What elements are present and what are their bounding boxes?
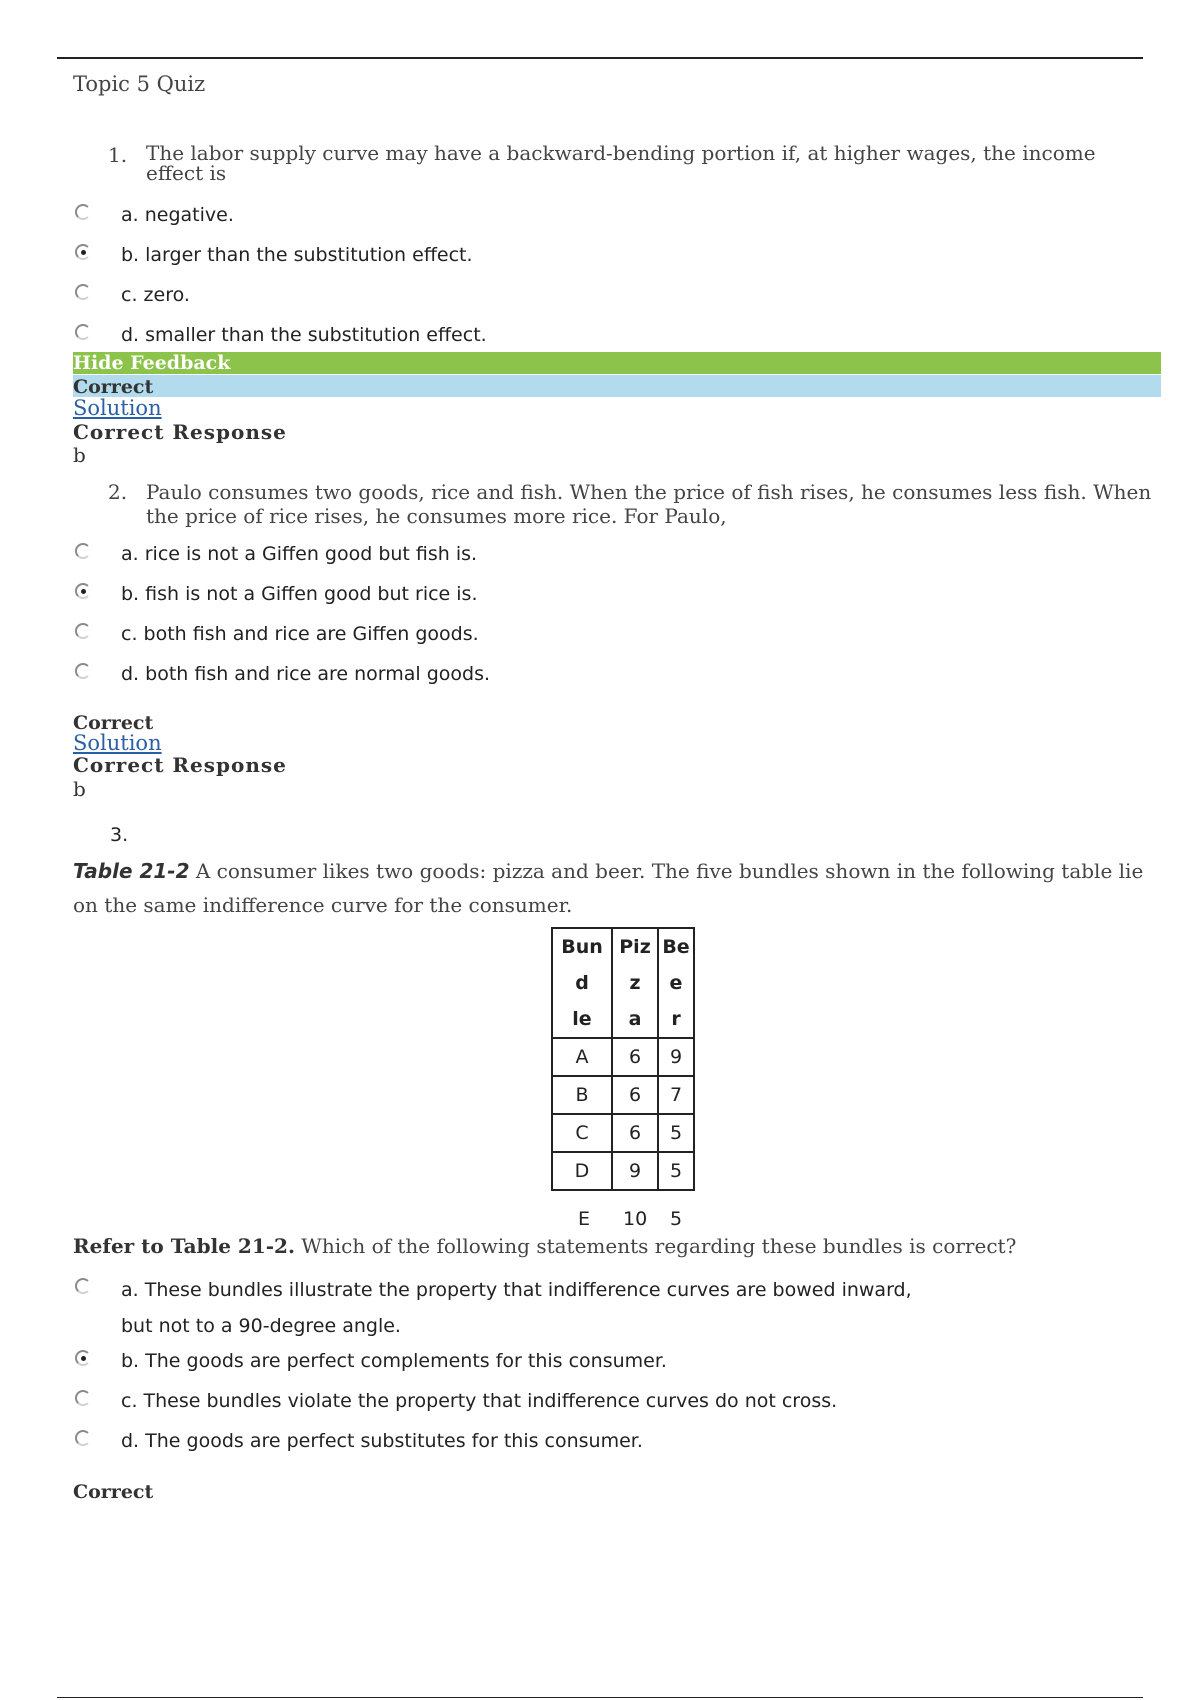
option-label: b. fish is not a Giffen good but rice is.	[121, 583, 478, 605]
table-row: D 9 5	[552, 1152, 694, 1190]
radio-icon[interactable]	[75, 1430, 91, 1446]
header-bundle: Bun d le	[552, 928, 612, 1038]
q1-solution-link[interactable]: Solution	[73, 396, 162, 420]
radio-selected-icon[interactable]	[75, 583, 91, 599]
table-row-e-bundle: E	[578, 1208, 591, 1230]
q1-feedback-status: Correct	[73, 376, 154, 398]
q2-option-c[interactable]	[75, 620, 479, 648]
q2-solution-link[interactable]: Solution	[73, 731, 162, 755]
q3-option-d[interactable]	[75, 1427, 643, 1455]
option-label: b. The goods are perfect complements for this consumer.	[121, 1350, 667, 1372]
top-rule	[57, 57, 1143, 59]
intro-text: A consumer likes two goods: pizza and beer. The five bundles shown in the following table lie on the same indifference curve for the consumer.	[73, 859, 1144, 917]
question-2-stem	[108, 480, 1156, 528]
radio-selected-icon[interactable]	[75, 244, 91, 260]
option-label: c. both fish and rice are Giffen goods.	[121, 623, 479, 645]
option-label: a. rice is not a Giffen good but fish is.	[121, 543, 478, 565]
q2-correct-response-value: b	[73, 777, 86, 801]
table-row: B 6 7	[552, 1076, 694, 1114]
page-title: Topic 5 Quiz	[73, 72, 206, 96]
q2-correct-response-label: Correct Response	[73, 753, 287, 777]
q3-feedback-status: Correct	[73, 1481, 154, 1503]
q1-correct-response-value: b	[73, 443, 86, 467]
option-label-continued: but not to a 90-degree angle.	[121, 1315, 401, 1337]
table-name: Table 21-2	[73, 859, 190, 883]
option-label: d. smaller than the substitution effect.	[121, 324, 487, 346]
q2-option-d[interactable]	[75, 660, 490, 688]
option-label: a. negative.	[121, 204, 234, 226]
table-row-e-pizza: 10	[623, 1208, 648, 1230]
header-pizza: Piz z a	[612, 928, 658, 1038]
q3-option-c[interactable]	[75, 1387, 837, 1415]
q1-option-c[interactable]	[75, 281, 190, 309]
radio-icon[interactable]	[75, 623, 91, 639]
feedback-status-bar	[73, 375, 1161, 397]
q1-option-d[interactable]	[75, 321, 487, 349]
refer-bold: Refer to Table 21-2.	[73, 1234, 295, 1258]
option-label: a. These bundles illustrate the property that indifference curves are bowed inward,	[121, 1279, 912, 1301]
question-number: 1.	[108, 143, 128, 167]
question-text: Paulo consumes two goods, rice and fish. When the price of fish rises, he consumes less fish. When the price of rice rises, he consumes more rice. For Paulo,	[146, 480, 1152, 528]
q1-option-b[interactable]	[75, 241, 473, 269]
question-3-intro	[73, 854, 1163, 922]
q3-option-b[interactable]	[75, 1347, 667, 1375]
radio-selected-icon[interactable]	[75, 1350, 91, 1366]
q1-correct-response-label: Correct Response	[73, 420, 287, 444]
radio-icon[interactable]	[75, 543, 91, 559]
table-row-e-beer: 5	[670, 1208, 683, 1230]
q2-option-b[interactable]	[75, 580, 478, 608]
q1-option-a[interactable]	[75, 201, 234, 229]
hide-feedback-bar[interactable]: Hide Feedback	[73, 352, 1161, 374]
question-text: The labor supply curve may have a backward-bending portion if, at higher wages, the income effect is	[146, 141, 1096, 185]
table-row: A 6 9	[552, 1038, 694, 1076]
refer-text: Which of the following statements regarding these bundles is correct?	[294, 1234, 1017, 1258]
option-label: c. These bundles violate the property that indifference curves do not cross.	[121, 1390, 838, 1412]
q2-option-a[interactable]	[75, 540, 477, 568]
table-row: C 6 5	[552, 1114, 694, 1152]
radio-icon[interactable]	[75, 1278, 91, 1294]
option-label: b. larger than the substitution effect.	[121, 244, 473, 266]
table-header-row	[552, 928, 694, 1038]
q2-feedback-status: Correct	[73, 712, 154, 734]
radio-icon[interactable]	[75, 204, 91, 220]
radio-icon[interactable]	[75, 1390, 91, 1406]
option-label: d. both fish and rice are normal goods.	[121, 663, 491, 685]
question-3-number: 3.	[110, 824, 129, 846]
option-label: d. The goods are perfect substitutes for this consumer.	[121, 1430, 643, 1452]
radio-icon[interactable]	[75, 663, 91, 679]
q3-option-a[interactable]	[75, 1272, 912, 1344]
question-1-stem	[108, 143, 1156, 183]
question-3-prompt	[73, 1234, 1016, 1258]
question-number: 2.	[108, 480, 128, 504]
bottom-rule	[57, 1697, 1143, 1698]
header-beer: Be e r	[658, 928, 694, 1038]
option-label: c. zero.	[121, 284, 190, 306]
radio-icon[interactable]	[75, 324, 91, 340]
bundles-table	[551, 927, 695, 1191]
radio-icon[interactable]	[75, 284, 91, 300]
